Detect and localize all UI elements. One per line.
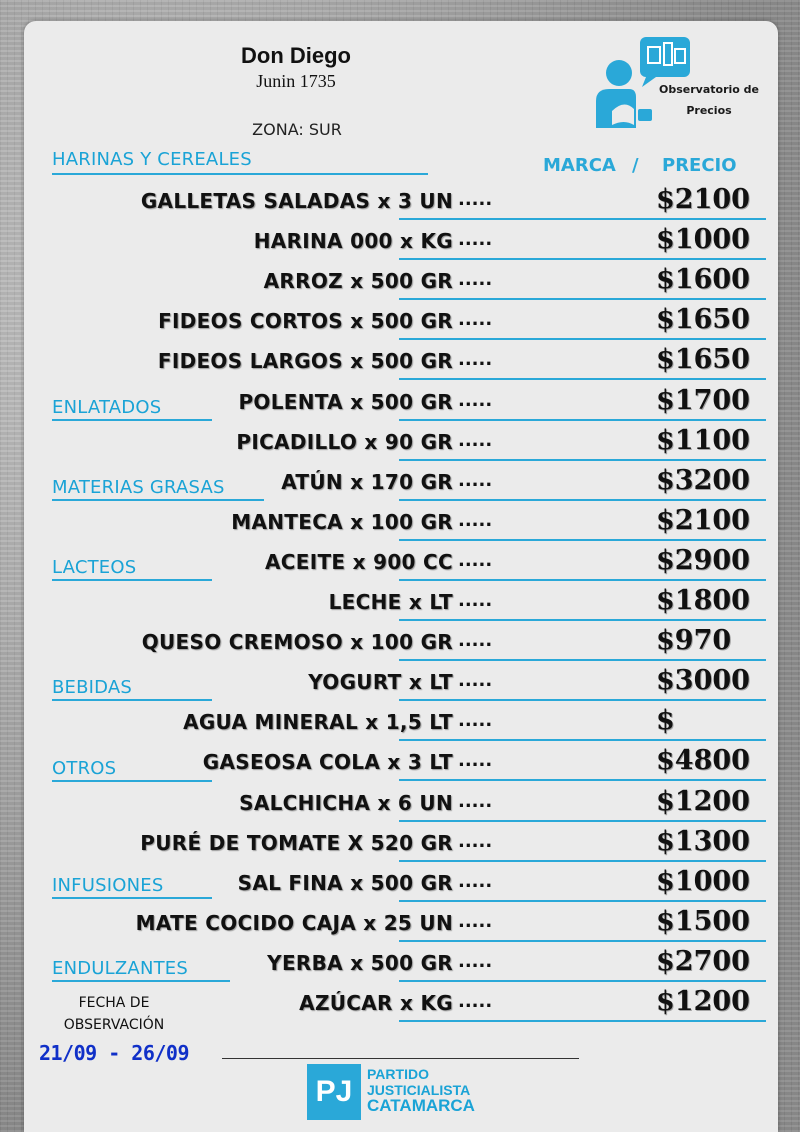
- price-row: [24, 903, 778, 943]
- row-underline: [399, 459, 766, 461]
- product-price: $1000: [656, 865, 750, 897]
- price-row: [24, 742, 778, 782]
- footer-divider: [222, 1058, 579, 1059]
- price-row: [24, 863, 778, 903]
- row-underline: [399, 860, 766, 862]
- column-header-marca: MARCA: [543, 155, 616, 176]
- row-underline: [399, 900, 766, 902]
- product-name: MANTECA x 100 GR: [231, 509, 453, 534]
- product-price: $2100: [656, 184, 750, 215]
- price-row: [24, 662, 778, 702]
- row-underline: [399, 419, 766, 421]
- price-row: [24, 301, 778, 341]
- product-price: $970: [656, 625, 732, 657]
- category-underline: [52, 173, 428, 175]
- product-name: QUESO CREMOSO x 100 GR: [141, 630, 453, 655]
- price-row: [24, 542, 778, 582]
- product-name: HARINA 000 x KG: [253, 229, 453, 254]
- product-price: $1300: [656, 825, 750, 857]
- column-header-slash: /: [632, 155, 639, 176]
- leader-dots: .....: [458, 870, 493, 892]
- category-enlatados: ENLATADOS: [52, 397, 162, 418]
- product-name: LECHE x LT: [328, 590, 453, 614]
- price-row: [24, 622, 778, 662]
- leader-dots: .....: [458, 229, 493, 251]
- leader-dots: .....: [458, 549, 493, 571]
- product-price: $1200: [656, 986, 750, 1017]
- product-name: FIDEOS CORTOS x 500 GR: [158, 309, 453, 334]
- product-name: PURÉ DE TOMATE X 520 GR: [140, 830, 453, 855]
- leader-dots: .....: [458, 710, 493, 732]
- product-name: MATE COCIDO CAJA x 25 UN: [135, 910, 453, 935]
- product-price: $1700: [656, 384, 750, 416]
- observatorio-logo-text: Observatorio de Precios: [659, 83, 759, 117]
- store-address: Junin 1735: [256, 71, 336, 91]
- leader-dots: .....: [458, 269, 493, 291]
- row-underline: [399, 338, 766, 340]
- product-price: $1200: [656, 785, 750, 817]
- observation-date-label: FECHA DE OBSERVACIÓN: [63, 995, 165, 1033]
- row-underline: [399, 659, 766, 661]
- zone-label: ZONA: SUR: [252, 120, 342, 139]
- row-underline: [399, 779, 766, 781]
- product-name: ARROZ x 500 GR: [263, 269, 453, 294]
- price-row: [24, 422, 778, 462]
- leader-dots: .....: [458, 750, 493, 772]
- row-underline: [399, 218, 766, 220]
- price-row: [24, 181, 778, 221]
- leader-dots: .....: [458, 910, 493, 932]
- row-underline: [399, 1020, 766, 1022]
- product-price: $3200: [656, 464, 750, 496]
- product-price: $1500: [656, 905, 750, 937]
- row-underline: [399, 619, 766, 621]
- category-otros: OTROS: [52, 758, 117, 779]
- product-price: $1650: [656, 344, 750, 376]
- product-price: $2100: [656, 504, 750, 536]
- pj-party-name: PARTIDO JUSTICIALISTA CATAMARCA: [367, 1066, 475, 1115]
- category-bebidas: BEBIDAS: [52, 677, 133, 698]
- price-row: [24, 341, 778, 381]
- price-row: [24, 382, 778, 422]
- leader-dots: .....: [458, 830, 493, 852]
- product-name: POLENTA x 500 GR: [238, 389, 453, 414]
- product-name: AZÚCAR x KG: [299, 991, 453, 1015]
- row-underline: [399, 298, 766, 300]
- product-price: $1650: [656, 304, 750, 336]
- product-name: SALCHICHA x 6 UN: [239, 790, 453, 815]
- product-price: $2900: [656, 544, 750, 576]
- price-row: [24, 823, 778, 863]
- product-name: GALLETAS SALADAS x 3 UN: [140, 189, 453, 213]
- leader-dots: .....: [458, 429, 493, 451]
- leader-dots: .....: [458, 670, 493, 692]
- category-lacteos: LACTEOS: [52, 557, 137, 578]
- leader-dots: .....: [458, 189, 493, 210]
- category-harinas-y-cereales: HARINAS Y CEREALES: [52, 149, 252, 170]
- product-name: ATÚN x 170 GR: [281, 469, 453, 494]
- row-underline: [399, 699, 766, 701]
- price-row: [24, 943, 778, 983]
- price-row: [24, 261, 778, 301]
- leader-dots: .....: [458, 309, 493, 331]
- leader-dots: .....: [458, 389, 493, 411]
- product-name: YOGURT x LT: [308, 670, 453, 695]
- price-row: [24, 783, 778, 823]
- leader-dots: .....: [458, 469, 493, 491]
- leader-dots: .....: [458, 349, 493, 371]
- product-price: $: [656, 705, 675, 737]
- price-row: [24, 582, 778, 622]
- price-row: [24, 702, 778, 742]
- product-name: FIDEOS LARGOS x 500 GR: [157, 349, 453, 374]
- row-underline: [399, 980, 766, 982]
- product-price: $2700: [656, 945, 750, 977]
- category-materias-grasas: MATERIAS GRASAS: [52, 477, 225, 498]
- row-underline: [399, 579, 766, 581]
- leader-dots: .....: [458, 630, 493, 652]
- row-underline: [399, 378, 766, 380]
- product-name: YERBA x 500 GR: [267, 950, 453, 975]
- pj-logo-icon: PJ: [307, 1064, 361, 1120]
- product-price: $4800: [656, 745, 750, 777]
- row-underline: [399, 940, 766, 942]
- leader-dots: .....: [458, 509, 493, 531]
- price-row: [24, 502, 778, 542]
- category-endulzantes: ENDULZANTES: [52, 958, 189, 979]
- leader-dots: .....: [458, 790, 493, 812]
- product-price: $3000: [656, 665, 750, 697]
- row-underline: [399, 258, 766, 260]
- leader-dots: .....: [458, 590, 493, 611]
- leader-dots: .....: [458, 950, 493, 972]
- product-price: $1000: [656, 224, 750, 256]
- product-name: GASEOSA COLA x 3 LT: [202, 750, 453, 775]
- product-price: $1800: [656, 585, 750, 616]
- product-name: SAL FINA x 500 GR: [237, 870, 453, 895]
- product-price: $1600: [656, 264, 750, 296]
- leader-dots: .....: [458, 991, 493, 1012]
- product-name: ACEITE x 900 CC: [265, 549, 453, 574]
- price-list-card: [24, 21, 778, 1132]
- product-name: PICADILLO x 90 GR: [236, 429, 453, 454]
- row-underline: [399, 739, 766, 741]
- category-infusiones: INFUSIONES: [52, 875, 164, 896]
- price-row: [24, 462, 778, 502]
- product-price: $1100: [656, 424, 750, 456]
- store-name: Don Diego: [241, 43, 351, 68]
- row-underline: [399, 499, 766, 501]
- product-name: AGUA MINERAL x 1,5 LT: [183, 710, 453, 735]
- column-header-precio: PRECIO: [662, 155, 737, 176]
- price-row: [24, 221, 778, 261]
- observation-date-range: 21/09 - 26/09: [38, 1041, 190, 1065]
- row-underline: [399, 539, 766, 541]
- row-underline: [399, 820, 766, 822]
